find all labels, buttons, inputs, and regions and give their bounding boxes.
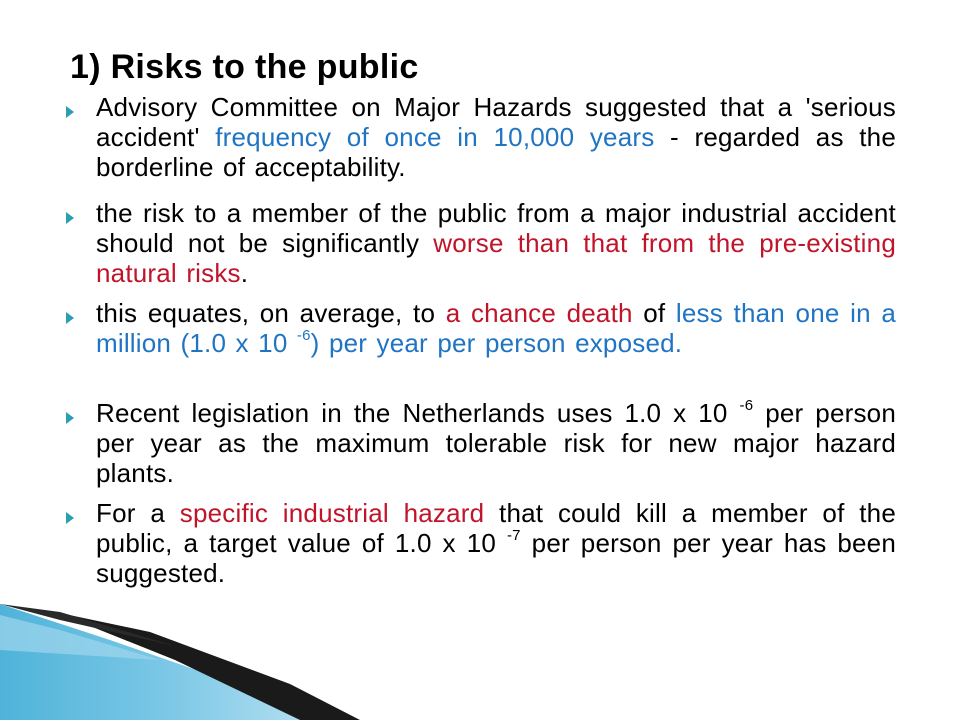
bullet-segment: Advisory Committee on Major Hazards suggested that a 'serious accident' (96, 92, 896, 152)
bullet-segment: per person per year as the maximum tolerable risk for new major hazard plants. (96, 398, 896, 488)
bullet-segment: For a (96, 498, 180, 528)
bullet-segment: this equates, on average, to (96, 298, 446, 328)
bullet-segment: that could kill a member of the public, a target value of 1.0 x 10 (96, 498, 896, 558)
slide-title: 1) Risks to the public (70, 48, 419, 86)
bullet-segment: Recent legislation in the Netherlands uses 1.0 x 10 (96, 398, 740, 428)
bullet-segment: - regarded as the borderline of acceptability. (96, 122, 896, 182)
triangle-right-icon (66, 312, 74, 324)
triangle-right-icon (66, 412, 74, 424)
bullet-segment: less than one in a million (1.0 x 10 (96, 298, 896, 358)
exponent: -7 (506, 527, 521, 545)
swoosh-dark-thin (0, 604, 175, 646)
bullet-segment: the risk to a member of the public from a major industrial accident should not be significantly (96, 198, 896, 258)
bullet-segment: of (632, 298, 676, 328)
bullet-segment: worse than that from the pre-existing natural risks (96, 228, 896, 288)
exponent: -6 (296, 327, 311, 345)
bullet-segment: specific industrial hazard (179, 498, 485, 528)
triangle-right-icon (66, 106, 74, 118)
bullet-segment: . (240, 258, 249, 288)
bullet-text (96, 92, 896, 182)
exponent: -6 (739, 397, 754, 415)
swoosh-dark-stripe (55, 612, 360, 720)
bullet-segment: ) per year per person exposed. (310, 328, 683, 358)
bullet-text (96, 498, 896, 588)
bullet-text (96, 198, 896, 288)
triangle-right-icon (66, 212, 74, 224)
swoosh-teal-highlight (0, 615, 160, 660)
bullet-segment: frequency of once in 10,000 years (215, 122, 655, 152)
swoosh-teal-band (0, 604, 340, 720)
bullet-segment: per person per year has been suggested. (96, 528, 897, 588)
bullet-text (96, 298, 896, 358)
bullet-segment: a chance death (445, 298, 633, 328)
bullet-text (96, 398, 896, 488)
triangle-right-icon (66, 512, 74, 524)
